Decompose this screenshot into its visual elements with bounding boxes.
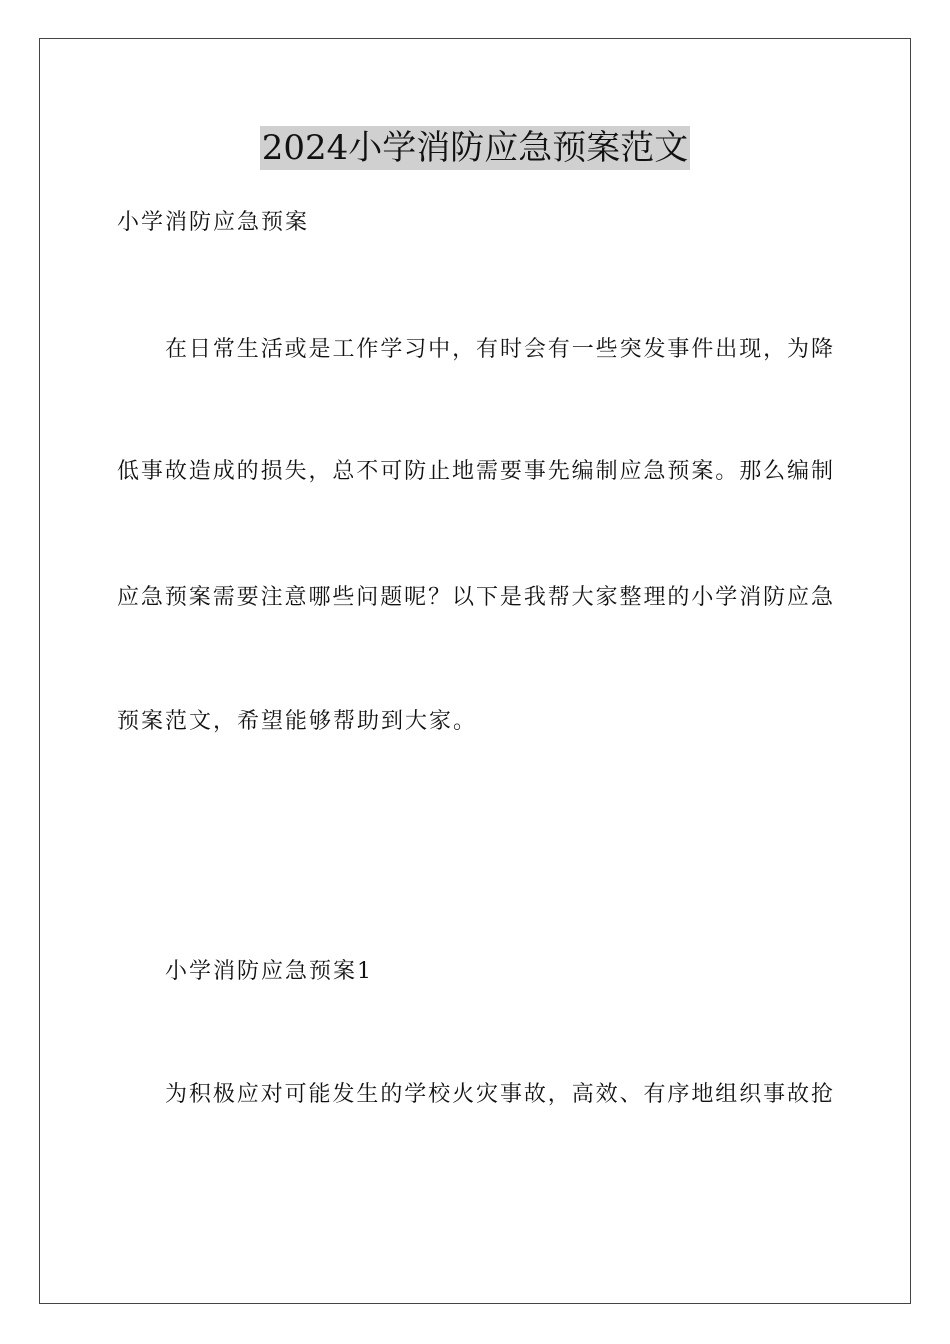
intro-line-2: 低事故造成的损失，总不可防止地需要事先编制应急预案。那么编制 <box>117 459 833 484</box>
document-subtitle: 小学消防应急预案 <box>117 210 310 235</box>
intro-line-3: 应急预案需要注意哪些问题呢？以下是我帮大家整理的小学消防应急 <box>117 585 833 610</box>
intro-line-4: 预案范文，希望能够帮助到大家。 <box>117 709 478 734</box>
title-container <box>0 126 950 170</box>
document-title: 2024小学消防应急预案范文 <box>261 128 689 168</box>
section-heading: 小学消防应急预案1 <box>165 959 373 984</box>
intro-line-1: 在日常生活或是工作学习中，有时会有一些突发事件出现，为降 <box>165 337 833 362</box>
section-first-line: 为积极应对可能发生的学校火灾事故，高效、有序地组织事故抢 <box>165 1082 833 1107</box>
